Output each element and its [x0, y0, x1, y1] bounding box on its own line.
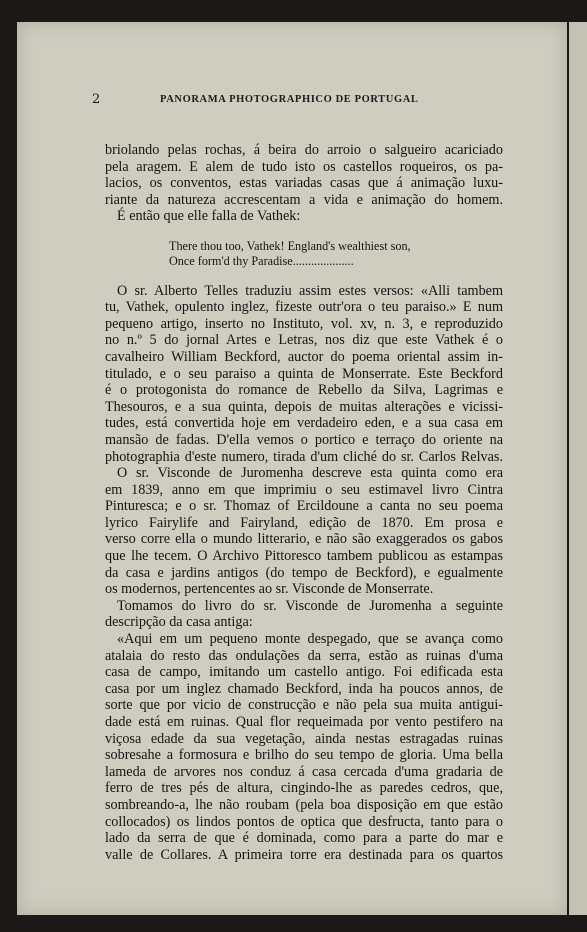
- text-line: pequeno artigo, inserto no Instituto, vol. xv, n. 3, e reproduzido: [105, 315, 503, 332]
- verse-quotation: [169, 239, 503, 269]
- text-line: sombreando-a, lhe não roubam (pela boa disposição em que estão: [105, 796, 503, 813]
- text-line: tudes, está convertida hoje em verdadeiro eden, e a sua casa em: [105, 415, 503, 432]
- text-line: mansão de fadas. D'ella vemos o portico e terraço do oriente na: [105, 431, 503, 448]
- text-line: os modernos, pertencentes ao sr. Visconde de Monserrate.: [105, 581, 434, 598]
- text-line: valle de Collares. A primeira torre era destinada para os quartos: [105, 846, 503, 863]
- text-line: sobresahe a formosura e brilho do seu tempo de gloria. Uma bella: [105, 747, 503, 764]
- text-line: ferro de tres pés de altura, cingindo-lhe as paredes cedros, que,: [105, 780, 503, 797]
- text-line: collocados) os lindos pontos de optica que desfructa, tanto para o: [105, 813, 503, 830]
- text-line: lado da serra de que é dominada, como para a parte do mar e: [105, 830, 503, 847]
- running-title: PANORAMA PHOTOGRAPHICO DE PORTUGAL: [160, 94, 419, 105]
- page-header: [90, 92, 495, 108]
- text-line: briolando pelas rochas, á beira do arroio o salgueiro acariciado: [105, 142, 503, 158]
- verse-line: Once form'd thy Paradise....................: [169, 253, 354, 268]
- text-line: tu, Vathek, opulento inglez, fizeste outr'ora o teu paraiso.» E num: [105, 299, 503, 316]
- text-line: É então que elle falla de Vathek:: [117, 208, 301, 225]
- text-line: Tomamos do livro do sr. Visconde de Juromenha a seguinte: [117, 597, 503, 614]
- text-line: «Aqui em um pequeno monte despegado, que se avança como: [117, 631, 503, 648]
- text-line: atalaia do resto das ondulações da serra, estão as ruinas d'uma: [105, 647, 503, 664]
- text-line: no n.º 5 do jornal Artes e Letras, nos diz que este Vathek é o: [105, 332, 503, 349]
- text-line: descripção da casa antiga:: [105, 614, 253, 631]
- text-line: casa de campo, imitando um castello antigo. Foi edificada esta: [105, 664, 503, 681]
- text-line: da casa e jardins antigos (do tempo de Beckford), e egualmente: [105, 564, 503, 581]
- text-line: lacios, os conventos, estas variadas casas que á animação luxu-: [105, 175, 503, 192]
- text-line: riante da natureza accrescentam a vida e animação do homem.: [105, 191, 503, 208]
- text-line: O sr. Alberto Telles traduziu assim estes versos: «Alli tambem: [117, 282, 503, 299]
- text-line: cavalheiro William Beckford, auctor do poema oriental assim in-: [105, 348, 503, 365]
- text-line: Thesouros, e a sua quinta, depois de muitas alterações e vicissi-: [105, 398, 503, 415]
- text-line: que lhe tecem. O Archivo Pittoresco tambem publicou as estampas: [105, 548, 503, 565]
- text-line: lyrico Fairylife and Fairyland, edição de 1870. Em prosa e: [105, 514, 503, 531]
- next-page-edge: [569, 22, 587, 915]
- text-line: photographia d'este numero, tirada d'um cliché do sr. Carlos Relvas.: [105, 448, 503, 465]
- text-line: sorte que por vicio de construcção e não pela sua muita antigui-: [105, 697, 503, 714]
- text-line: viçosa edade da sua vegetação, ainda nestas estragadas ruinas: [105, 730, 503, 747]
- text-line: pela aragem. E alem de tudo isto os castellos roqueiros, os pa-: [105, 158, 503, 175]
- page-number: 2: [92, 92, 101, 107]
- text-line: é o protogonista do romance de Rebello da Silva, Lagrimas e: [105, 382, 503, 399]
- text-line: verso corre ella o mundo litterario, e não são exaggerados os gabos: [105, 531, 503, 548]
- text-line: lameda de arvores nos conduz á casa cercada d'uma gradaria de: [105, 763, 503, 780]
- verse-line: There thou too, Vathek! England's wealthiest son,: [169, 238, 411, 253]
- text-line: em 1839, anno em que imprimiu o seu estimavel livro Cintra: [105, 481, 503, 498]
- text-line: casa por um inglez chamado Beckford, inda ha poucos annos, de: [105, 680, 503, 697]
- page-body: [105, 142, 503, 863]
- text-line: Pinturesca; e o sr. Thomaz of Ercildoune a canta no seu poema: [105, 498, 503, 515]
- text-line: O sr. Visconde de Juromenha descreve esta quinta como era: [117, 465, 503, 482]
- text-line: dade está em ruinas. Qual flor requeimada por vento pestifero na: [105, 714, 503, 730]
- text-line: titulado, e o seu paraiso a quinta de Monserrate. Este Beckford: [105, 365, 503, 382]
